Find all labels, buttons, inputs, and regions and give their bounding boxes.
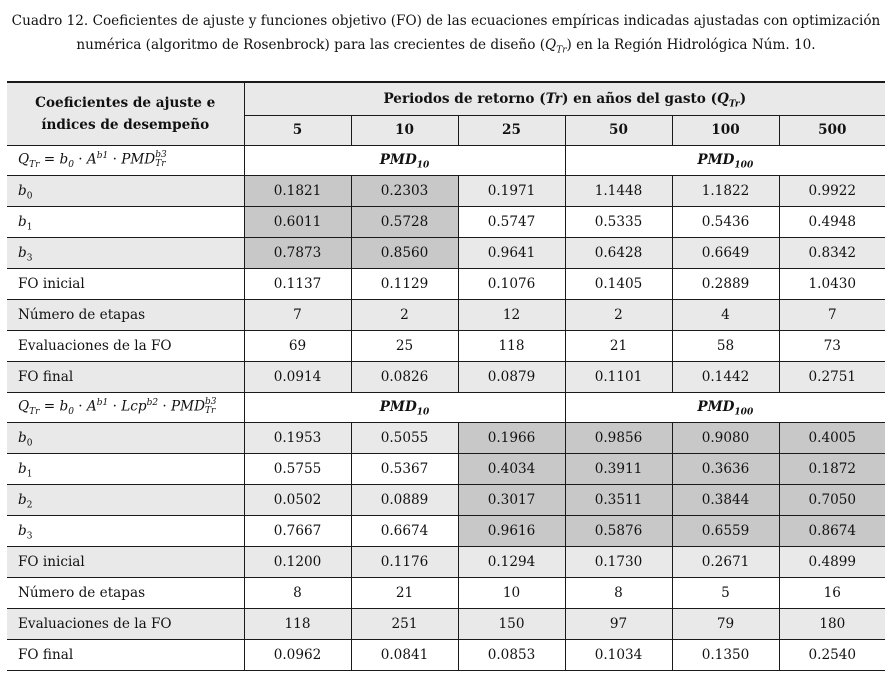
table-row bbox=[7, 361, 885, 392]
table-cell: 0.1294 bbox=[458, 546, 565, 577]
table-cell: 7 bbox=[779, 299, 885, 330]
group-header-pmd100: $PMD_{100}$ bbox=[565, 145, 885, 175]
table-row bbox=[7, 237, 885, 268]
table-cell: 0.1034 bbox=[565, 639, 672, 670]
table-row bbox=[7, 577, 885, 608]
table-cell: 0.8674 bbox=[779, 515, 885, 546]
table-cell: 0.1137 bbox=[244, 268, 351, 299]
group-header-pmd10: $PMD_{10}$ bbox=[244, 392, 565, 422]
table-cell: 16 bbox=[779, 577, 885, 608]
table-cell: 0.0914 bbox=[244, 361, 351, 392]
table-cell: 0.4005 bbox=[779, 422, 885, 453]
table-cell: 4 bbox=[672, 299, 779, 330]
equation-1: $Q_{Tr} = b_0 \cdot A^{b1}$ · PMD b3 Tr bbox=[7, 145, 244, 175]
table-cell: 0.8342 bbox=[779, 237, 885, 268]
table-cell: 0.1821 bbox=[244, 175, 351, 206]
table-cell: 97 bbox=[565, 608, 672, 639]
table-cell: 0.1872 bbox=[779, 453, 885, 484]
table-cell: 0.0879 bbox=[458, 361, 565, 392]
table-cell: 2 bbox=[351, 299, 458, 330]
table-cell: 0.1953 bbox=[244, 422, 351, 453]
table-cell: 0.1076 bbox=[458, 268, 565, 299]
table-row bbox=[7, 453, 885, 484]
equation-row bbox=[7, 392, 885, 422]
table-cell: 0.9641 bbox=[458, 237, 565, 268]
table-cell: 0.2889 bbox=[672, 268, 779, 299]
table-cell: 118 bbox=[458, 330, 565, 361]
table-caption bbox=[0, 0, 892, 76]
table-cell: 0.4948 bbox=[779, 206, 885, 237]
table-cell: 79 bbox=[672, 608, 779, 639]
row-label: $b_3$ bbox=[7, 237, 244, 268]
table-cell: 0.1176 bbox=[351, 546, 458, 577]
table-cell: 0.8560 bbox=[351, 237, 458, 268]
row-label: Evaluaciones de la FO bbox=[7, 608, 244, 639]
table-cell: 58 bbox=[672, 330, 779, 361]
table-row bbox=[7, 206, 885, 237]
caption-line-1: Cuadro 12. Coeficientes de ajuste y funciones objetivo (FO) de las ecuaciones empíricas indicadas ajustadas con optimización bbox=[11, 13, 881, 29]
column-header: 10 bbox=[351, 115, 458, 145]
table-cell: 0.5335 bbox=[565, 206, 672, 237]
table-cell: 0.1442 bbox=[672, 361, 779, 392]
table-cell: 21 bbox=[565, 330, 672, 361]
row-label: FO final bbox=[7, 361, 244, 392]
column-header: 25 bbox=[458, 115, 565, 145]
table-cell: 69 bbox=[244, 330, 351, 361]
table-cell: 0.9080 bbox=[672, 422, 779, 453]
table-cell: 0.9856 bbox=[565, 422, 672, 453]
table-cell: 0.3844 bbox=[672, 484, 779, 515]
table-cell: 0.4034 bbox=[458, 453, 565, 484]
table-cell: 0.5055 bbox=[351, 422, 458, 453]
table-cell: 0.1966 bbox=[458, 422, 565, 453]
table-cell: 0.0889 bbox=[351, 484, 458, 515]
row-label: $b_1$ bbox=[7, 453, 244, 484]
table-cell: 2 bbox=[565, 299, 672, 330]
table-cell: 0.5755 bbox=[244, 453, 351, 484]
row-label: $b_0$ bbox=[7, 422, 244, 453]
table-cell: 1.0430 bbox=[779, 268, 885, 299]
column-header: 100 bbox=[672, 115, 779, 145]
table-cell: 118 bbox=[244, 608, 351, 639]
table-cell: 0.6559 bbox=[672, 515, 779, 546]
table-cell: 0.1730 bbox=[565, 546, 672, 577]
table-cell: 0.2671 bbox=[672, 546, 779, 577]
row-label: $b_0$ bbox=[7, 175, 244, 206]
row-label: FO inicial bbox=[7, 268, 244, 299]
table-cell: 0.0502 bbox=[244, 484, 351, 515]
table-row bbox=[7, 268, 885, 299]
table-cell: 0.1200 bbox=[244, 546, 351, 577]
group-header-pmd10: $PMD_{10}$ bbox=[244, 145, 565, 175]
table-cell: 0.9616 bbox=[458, 515, 565, 546]
first-column-header: Coeficientes de ajuste e índices de desempeño bbox=[7, 82, 244, 145]
row-label: FO inicial bbox=[7, 546, 244, 577]
equation-2: $Q_{Tr} = b_0 \cdot A^{b1} \cdot Lcp^{b2}$ · PMD b3 Tr bbox=[7, 392, 244, 422]
table-cell: 0.1101 bbox=[565, 361, 672, 392]
table-cell: 0.7873 bbox=[244, 237, 351, 268]
table-cell: 0.2303 bbox=[351, 175, 458, 206]
row-label: $b_2$ bbox=[7, 484, 244, 515]
table-cell: 1.1822 bbox=[672, 175, 779, 206]
row-label: $b_1$ bbox=[7, 206, 244, 237]
table-cell: 25 bbox=[351, 330, 458, 361]
table-cell: 10 bbox=[458, 577, 565, 608]
table-cell: 0.2751 bbox=[779, 361, 885, 392]
column-header: 500 bbox=[779, 115, 885, 145]
table-row bbox=[7, 299, 885, 330]
table-cell: 251 bbox=[351, 608, 458, 639]
table-cell: 0.3911 bbox=[565, 453, 672, 484]
table-cell: 0.6011 bbox=[244, 206, 351, 237]
table-row bbox=[7, 515, 885, 546]
table-cell: 0.3636 bbox=[672, 453, 779, 484]
table-cell: 0.3511 bbox=[565, 484, 672, 515]
table-cell: 0.0962 bbox=[244, 639, 351, 670]
equation-row bbox=[7, 145, 885, 175]
row-label: Número de etapas bbox=[7, 299, 244, 330]
table-cell: 0.5747 bbox=[458, 206, 565, 237]
table-row bbox=[7, 330, 885, 361]
table-cell: 1.1448 bbox=[565, 175, 672, 206]
table-row bbox=[7, 608, 885, 639]
periods-header: Periodos de retorno (Tr) en años del gasto $(Q_{Tr})$ bbox=[244, 82, 885, 115]
row-label: Evaluaciones de la FO bbox=[7, 330, 244, 361]
table-cell: 7 bbox=[244, 299, 351, 330]
table-cell: 0.1129 bbox=[351, 268, 458, 299]
table-cell: 0.9922 bbox=[779, 175, 885, 206]
table-cell: 0.6428 bbox=[565, 237, 672, 268]
table-cell: 0.5436 bbox=[672, 206, 779, 237]
group-header-pmd100: $PMD_{100}$ bbox=[565, 392, 885, 422]
table-cell: 180 bbox=[779, 608, 885, 639]
table-cell: 73 bbox=[779, 330, 885, 361]
table-cell: 0.4899 bbox=[779, 546, 885, 577]
table-row bbox=[7, 546, 885, 577]
table-cell: 0.0826 bbox=[351, 361, 458, 392]
table-row bbox=[7, 175, 885, 206]
table-cell: 0.7050 bbox=[779, 484, 885, 515]
table-cell: 0.5876 bbox=[565, 515, 672, 546]
caption-line-2: numérica (algoritmo de Rosenbrock) para las crecientes de diseño $(Q_{Tr})$ en la Región Hidrológica Núm. 10. bbox=[76, 37, 816, 56]
table-row bbox=[7, 639, 885, 670]
table-cell: 0.1971 bbox=[458, 175, 565, 206]
table-cell: 0.3017 bbox=[458, 484, 565, 515]
table-cell: 0.0853 bbox=[458, 639, 565, 670]
coefficients-table bbox=[7, 81, 885, 671]
column-header: 5 bbox=[244, 115, 351, 145]
table-cell: 0.6649 bbox=[672, 237, 779, 268]
table-cell: 21 bbox=[351, 577, 458, 608]
table-cell: 150 bbox=[458, 608, 565, 639]
table-cell: 5 bbox=[672, 577, 779, 608]
table-cell: 0.5367 bbox=[351, 453, 458, 484]
row-label: $b_3$ bbox=[7, 515, 244, 546]
table-cell: 0.1405 bbox=[565, 268, 672, 299]
column-header: 50 bbox=[565, 115, 672, 145]
table-row bbox=[7, 484, 885, 515]
table-cell: 0.0841 bbox=[351, 639, 458, 670]
table-cell: 0.6674 bbox=[351, 515, 458, 546]
table-cell: 0.5728 bbox=[351, 206, 458, 237]
table-cell: 8 bbox=[244, 577, 351, 608]
row-label: Número de etapas bbox=[7, 577, 244, 608]
table-cell: 0.2540 bbox=[779, 639, 885, 670]
table-cell: 0.1350 bbox=[672, 639, 779, 670]
table-cell: 0.7667 bbox=[244, 515, 351, 546]
row-label: FO final bbox=[7, 639, 244, 670]
table-cell: 8 bbox=[565, 577, 672, 608]
table-cell: 12 bbox=[458, 299, 565, 330]
table-row bbox=[7, 422, 885, 453]
